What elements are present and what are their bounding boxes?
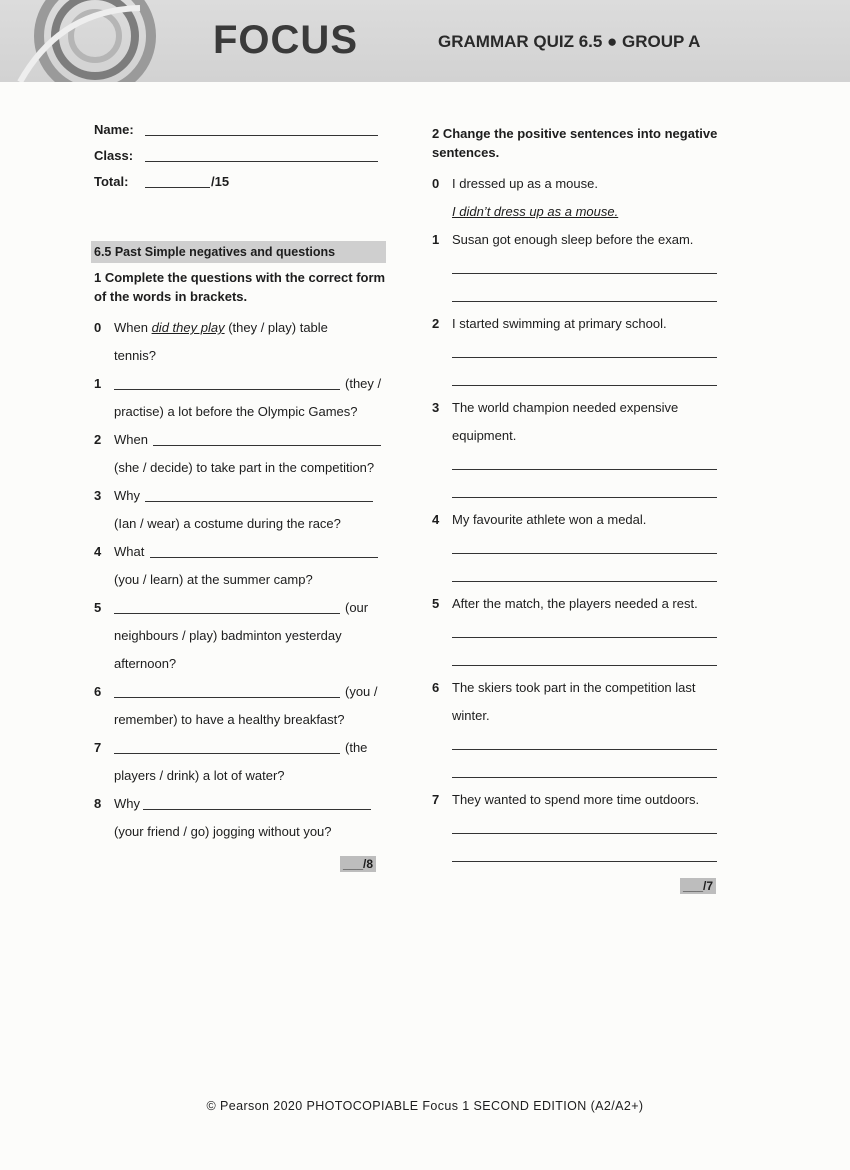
class-field[interactable] <box>145 161 378 162</box>
item-number: 0 <box>94 320 102 335</box>
answer-line[interactable] <box>452 777 717 778</box>
total-field[interactable] <box>145 187 210 188</box>
total-max: /15 <box>211 174 230 189</box>
class-label: Class: <box>94 148 134 163</box>
answer-line[interactable] <box>153 445 381 446</box>
answer-line[interactable] <box>114 697 340 698</box>
example-answer: did they play <box>151 320 225 335</box>
answer-line[interactable] <box>143 809 371 810</box>
item-lead: What <box>114 544 145 559</box>
item-number: 6 <box>432 680 440 695</box>
logo-swirl-icon <box>0 0 200 82</box>
item-number: 5 <box>432 596 440 611</box>
exercise2-score: ___/7 <box>680 878 716 894</box>
item-continuation: players / drink) a lot of water? <box>114 768 285 783</box>
item-tail: (our <box>345 600 369 615</box>
item-continuation: (Ian / wear) a costume during the race? <box>114 516 341 531</box>
item-continuation: afternoon? <box>114 656 177 671</box>
example-pre: When <box>114 320 152 335</box>
item-sentence: My favourite athlete won a medal. <box>452 512 647 527</box>
item-number: 4 <box>94 544 102 559</box>
exercise2-instruction: 2 Change the positive sentences into negative sentences. <box>432 126 718 160</box>
item-sentence: Susan got enough sleep before the exam. <box>452 232 694 247</box>
exercise1-instruction: 1 Complete the questions with the correct form of the words in brackets. <box>94 270 386 304</box>
item-number: 8 <box>94 796 102 811</box>
item-number: 0 <box>432 176 440 191</box>
item-sentence: The skiers took part in the competition last <box>452 680 696 695</box>
answer-line[interactable] <box>452 749 717 750</box>
item-tail: (the <box>345 740 368 755</box>
item-lead: Why <box>114 488 140 503</box>
item-continuation: practise) a lot before the Olympic Games? <box>114 404 358 419</box>
item-number: 3 <box>432 400 440 415</box>
item-continuation: equipment. <box>452 428 517 443</box>
answer-line[interactable] <box>114 753 340 754</box>
answer-line[interactable] <box>452 357 717 358</box>
item-tail: (they / <box>345 376 382 391</box>
item-number: 1 <box>94 376 102 391</box>
example-post: (they / play) table <box>224 320 328 335</box>
item-number: 1 <box>432 232 440 247</box>
example-continuation: tennis? <box>114 348 156 363</box>
item-sentence: They wanted to spend more time outdoors. <box>452 792 700 807</box>
brand-logo: FOCUS <box>213 18 358 62</box>
answer-line[interactable] <box>452 553 717 554</box>
item-number: 3 <box>94 488 102 503</box>
item-continuation: (you / learn) at the summer camp? <box>114 572 313 587</box>
item-number: 2 <box>432 316 440 331</box>
answer-line[interactable] <box>145 501 373 502</box>
answer-line[interactable] <box>452 469 717 470</box>
item-tail: (you / <box>345 684 378 699</box>
answer-line[interactable] <box>452 497 717 498</box>
item-continuation: winter. <box>452 708 490 723</box>
answer-line[interactable] <box>150 557 378 558</box>
answer-line[interactable] <box>114 389 340 390</box>
item-number: 4 <box>432 512 440 527</box>
quiz-title: GRAMMAR QUIZ 6.5 ● GROUP A <box>438 32 701 51</box>
exercise1-score: ___/8 <box>340 856 376 872</box>
item-continuation: neighbours / play) badminton yesterday <box>114 628 342 643</box>
item-number: 2 <box>94 432 102 447</box>
answer-line[interactable] <box>452 581 717 582</box>
item-sentence: I started swimming at primary school. <box>452 316 667 331</box>
name-label: Name: <box>94 122 134 137</box>
example-sentence: I dressed up as a mouse. <box>452 176 598 191</box>
name-field[interactable] <box>145 135 378 136</box>
item-sentence: The world champion needed expensive <box>452 400 679 415</box>
item-lead: Why <box>114 796 140 811</box>
item-continuation: remember) to have a healthy breakfast? <box>114 712 345 727</box>
example-answer: I didn’t dress up as a mouse. <box>452 204 619 219</box>
answer-line[interactable] <box>452 273 717 274</box>
total-label: Total: <box>94 174 129 189</box>
footer-copyright: © Pearson 2020 PHOTOCOPIABLE Focus 1 SECOND EDITION (A2/A2+) <box>206 1099 644 1113</box>
item-lead: When <box>114 432 148 447</box>
item-number: 7 <box>94 740 102 755</box>
example-sentence <box>114 320 328 335</box>
item-continuation: (your friend / go) jogging without you? <box>114 824 332 839</box>
item-number: 6 <box>94 684 102 699</box>
answer-line[interactable] <box>452 833 717 834</box>
answer-line[interactable] <box>452 385 717 386</box>
item-number: 5 <box>94 600 102 615</box>
item-number: 7 <box>432 792 440 807</box>
answer-line[interactable] <box>452 301 717 302</box>
section-title: 6.5 Past Simple negatives and questions <box>94 245 336 259</box>
item-sentence: After the match, the players needed a rest. <box>452 596 698 611</box>
answer-line[interactable] <box>452 861 717 862</box>
item-continuation: (she / decide) to take part in the competition? <box>114 460 375 475</box>
answer-line[interactable] <box>452 665 717 666</box>
answer-line[interactable] <box>452 637 717 638</box>
answer-line[interactable] <box>114 613 340 614</box>
